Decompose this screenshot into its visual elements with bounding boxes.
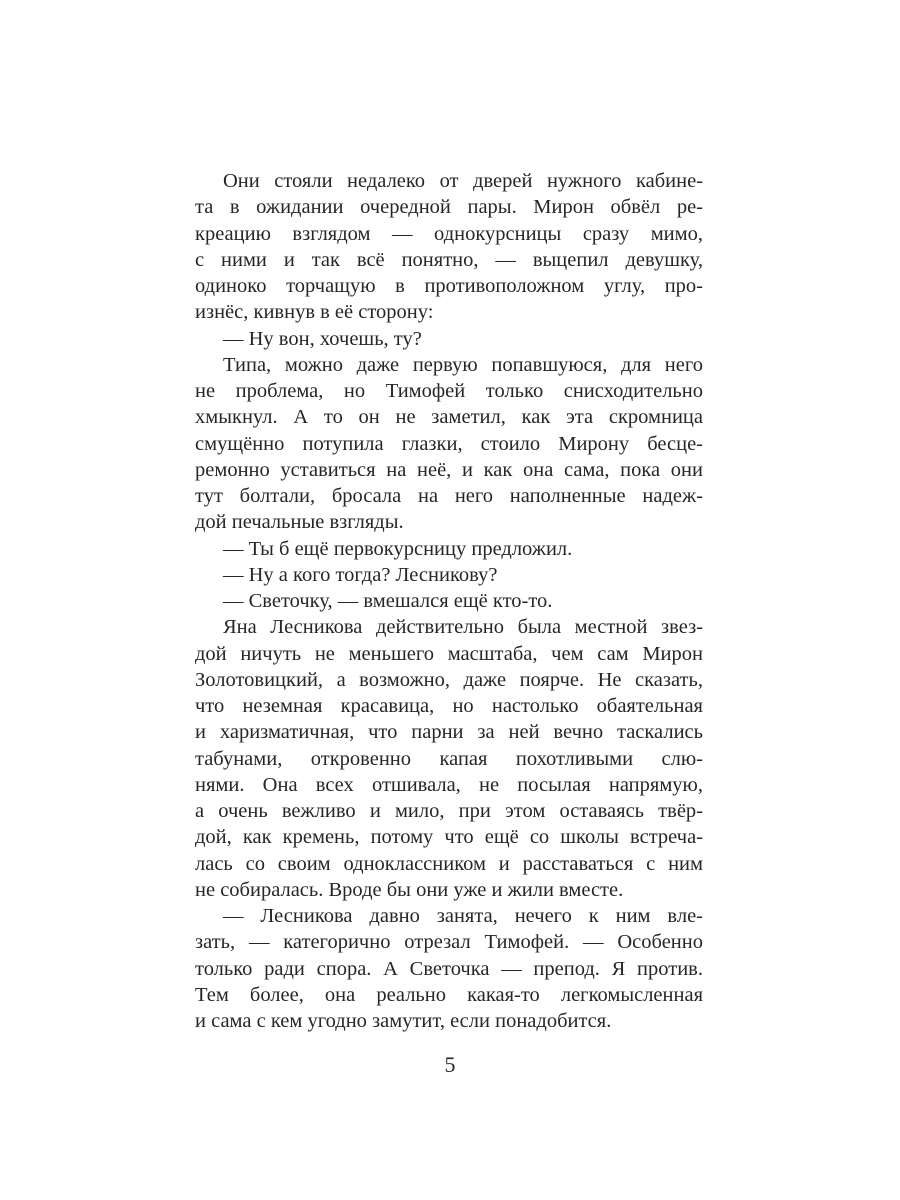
text-line: и сама с кем угодно замутит, если понадобится. bbox=[195, 1010, 612, 1032]
text-line: одиноко торчащую в противоположном углу, про- bbox=[195, 275, 703, 297]
text-line: смущённо потупила глазки, стоило Мирону бесце- bbox=[195, 432, 703, 455]
text-line: что неземная красавица, но настолько обаятельная bbox=[195, 695, 703, 717]
text-line: с ними и так всё понятно, — выцепил девушку, bbox=[195, 248, 703, 271]
text-line: хмыкнул. А то он не заметил, как эта скромница bbox=[195, 406, 703, 429]
text-line: не проблема, но Тимофей только снисходительно bbox=[195, 380, 703, 402]
text-line: тут болтали, бросала на него наполненные надеж- bbox=[195, 485, 703, 507]
paragraph-3 bbox=[195, 352, 703, 536]
text-line: и харизматичная, что парни за ней вечно таскались bbox=[195, 721, 703, 744]
text-line: креацию взглядом — однокурсницы сразу мимо, bbox=[195, 222, 703, 245]
text-line: та в ожидании очередной пары. Мирон обвёл ре- bbox=[195, 196, 703, 219]
text-line: а очень вежливо и мило, при этом оставаясь твёр- bbox=[195, 800, 703, 822]
text-line: дой печальные взгляды. bbox=[195, 511, 404, 534]
text-line: лась со своим одноклассником и расставаться с ним bbox=[195, 852, 703, 875]
paragraph-1 bbox=[195, 168, 703, 326]
paragraph-4 bbox=[195, 536, 703, 562]
text-line: дой, как кремень, потому что ещё со школы встреча- bbox=[195, 826, 703, 849]
text-line: — Лесникова давно занята, нечего к ним вле- bbox=[223, 905, 703, 927]
paragraph-8 bbox=[195, 903, 703, 1034]
text-line: — Ты б ещё первокурсницу предложил. bbox=[223, 537, 573, 560]
text-line: Они стояли недалеко от дверей нужного кабине- bbox=[223, 170, 703, 192]
text-line: только ради спора. А Светочка — препод. Я против. bbox=[195, 957, 703, 980]
text-line: табунами, откровенно капая похотливыми слю- bbox=[195, 747, 703, 770]
text-line: Золотовицкий, а возможно, даже поярче. Не сказать, bbox=[195, 668, 703, 691]
text-line: нями. Она всех отшивала, не посылая напрямую, bbox=[195, 773, 703, 796]
text-line: — Ну а кого тогда? Лесникову? bbox=[223, 563, 498, 586]
paragraph-2 bbox=[195, 326, 703, 352]
text-line: изнёс, кивнув в её сторону: bbox=[195, 301, 434, 324]
text-block bbox=[195, 168, 703, 1034]
text-line: не собиралась. Вроде бы они уже и жили вместе. bbox=[195, 878, 624, 901]
text-line: зать, — категорично отрезал Тимофей. — Особенно bbox=[195, 931, 703, 954]
text-line: ремонно уставиться на неё, и как она сама, пока они bbox=[195, 458, 703, 481]
paragraph-5 bbox=[195, 562, 703, 588]
text-line: Яна Лесникова действительно была местной звез- bbox=[223, 616, 703, 639]
page-number: 5 bbox=[444, 1052, 456, 1077]
text-line: — Ну вон, хочешь, ту? bbox=[223, 327, 422, 350]
paragraph-7 bbox=[195, 614, 703, 903]
text-line: Типа, можно даже первую попавшуюся, для него bbox=[223, 353, 703, 376]
text-line: Тем более, она реально какая-то легкомысленная bbox=[195, 983, 703, 1006]
text-line: — Светочку, — вмешался ещё кто-то. bbox=[223, 590, 553, 612]
paragraph-6 bbox=[195, 588, 703, 614]
text-line: дой ничуть не меньшего масштаба, чем сам Мирон bbox=[195, 642, 703, 665]
